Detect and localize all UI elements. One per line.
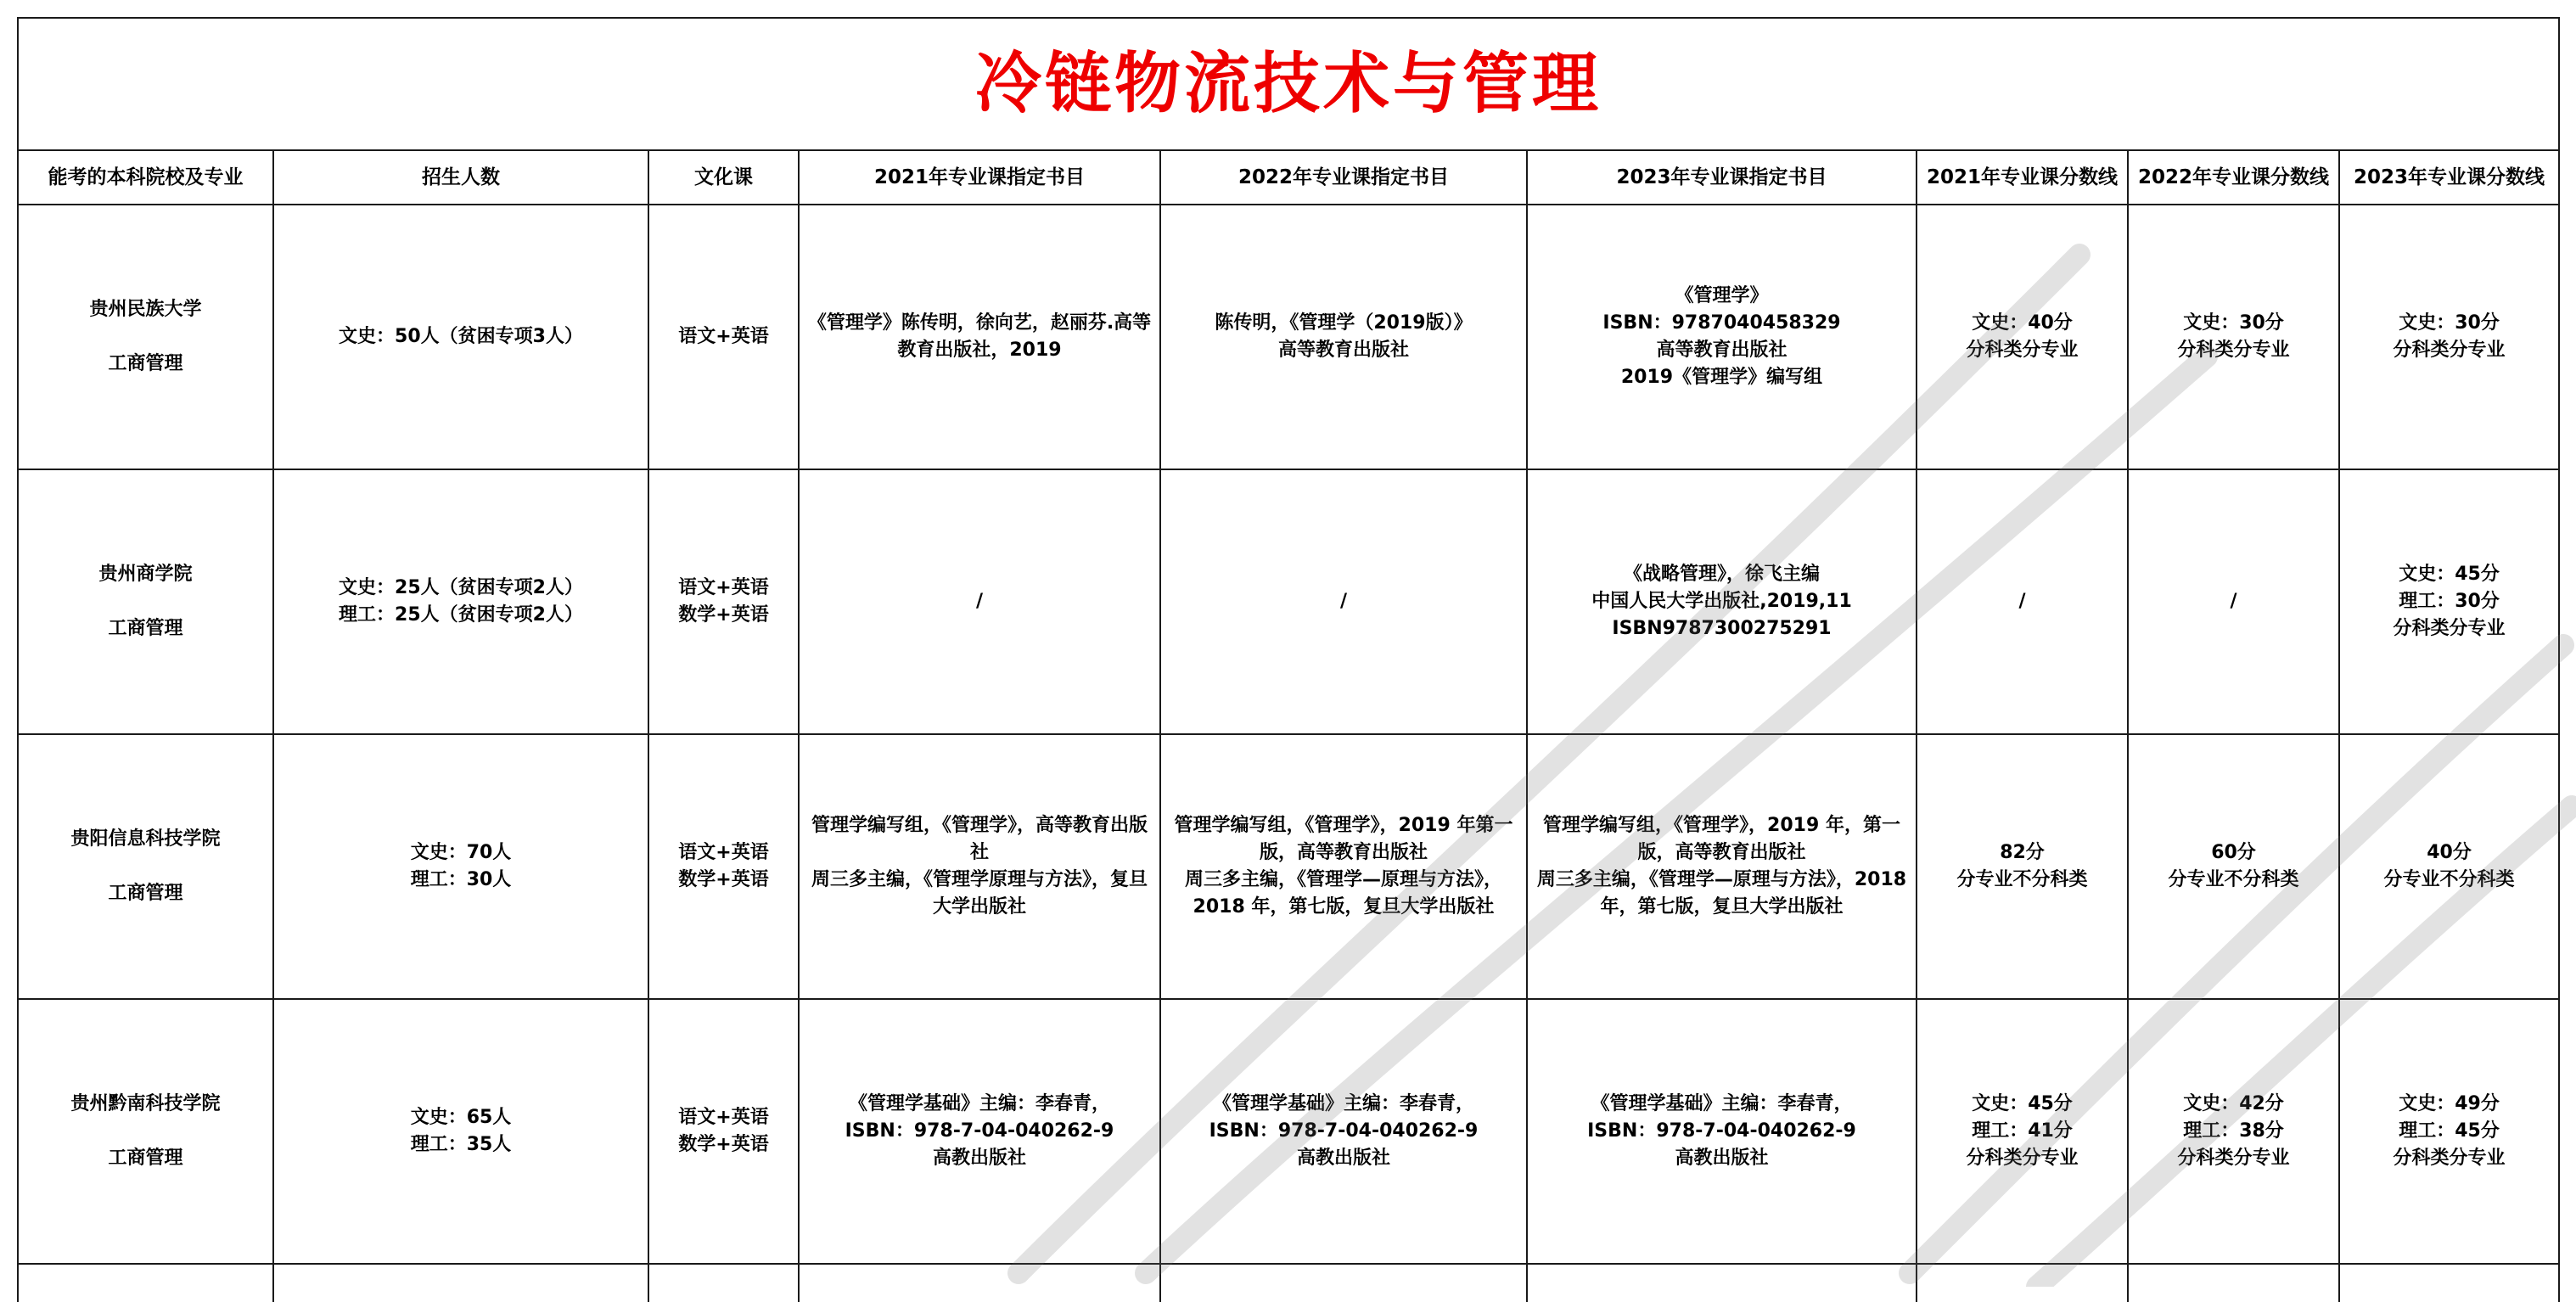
cell-books-2022: 陈传明，《管理学（2019版）》 高等教育出版社 (1160, 205, 1527, 469)
table-row (18, 999, 2559, 1264)
header-cell-school: 能考的本科院校及专业 (18, 150, 273, 205)
header-cell-enroll: 招生人数 (273, 150, 648, 205)
cell-books-2021: 《管理学》陈传明，徐向艺，赵丽芬.高等教育出版社，2019 (799, 205, 1160, 469)
cell-books-2022: / (1160, 469, 1527, 734)
cell-score-2021: / (1917, 469, 2128, 734)
header-cell-score-2021: 2021年专业课分数线 (1917, 150, 2128, 205)
cell-school: 贵州民族大学 工商管理 (18, 205, 273, 469)
cell-culture: 语文+英语 数学+英语 (648, 734, 799, 999)
cell-score-2021: 文史：40分 分科类分专业 (1917, 205, 2128, 469)
cell-score-2023: 文史：30分 分科类分专业 (2339, 205, 2559, 469)
cell-books-2022: 管理学编写组，《管理学》，2019 年第一版，高等教育出版社 周三多主编，《管理学—原理与方法》，2018 年，第七版，复旦大学出版社 (1160, 734, 1527, 999)
cell-enroll: 文史：65人 理工：35人 (273, 999, 648, 1264)
cell-culture: 语文+英语 数学+英语 (648, 999, 799, 1264)
cell-score-2023: 文史：49分 理工：45分 分科类分专业 (2339, 999, 2559, 1264)
cell-school: 贵州黔南科技学院 工商管理 (18, 999, 273, 1264)
header-cell-books-2023: 2023年专业课指定书目 (1527, 150, 1917, 205)
header-cell-culture: 文化课 (648, 150, 799, 205)
cell-books-2021: 《管理学基础》主编：李春青， ISBN：978-7-04-040262-9 高教出版社 (799, 999, 1160, 1264)
table-row (18, 734, 2559, 999)
header-cell-score-2022: 2022年专业课分数线 (2128, 150, 2339, 205)
cell-score-2021: 文史：45分 理工：41分 分科类分专业 (1917, 999, 2128, 1264)
data-table (17, 17, 2560, 1302)
table-row (18, 1264, 2559, 1302)
cell-score-2022: / (2128, 469, 2339, 734)
cell-score-2021: 82分 分专业不分科类 (1917, 734, 2128, 999)
header-cell-books-2022: 2022年专业课指定书目 (1160, 150, 1527, 205)
header-row (18, 150, 2559, 205)
cell-culture: 语文+英语 (648, 205, 799, 469)
table-row (18, 205, 2559, 469)
cell-books-2021: 管理学编写组，《管理学》，高等教育出版社 周三多主编，《管理学原理与方法》，复旦大学出版社 (799, 734, 1160, 999)
cell-score-2022: 文史：42分 理工：38分 分科类分专业 (2128, 999, 2339, 1264)
cell-culture: 语文+英语 数学+英语 (648, 469, 799, 734)
cell-school: 贵州商学院 工商管理 (18, 469, 273, 734)
cell-enroll: 文史：70人 理工：30人 (273, 734, 648, 999)
cell-books-2022: 《管理学基础》主编：李春青， ISBN：978-7-04-040262-9 高教出版社 (1160, 999, 1527, 1264)
header-cell-score-2023: 2023年专业课分数线 (2339, 150, 2559, 205)
cell-books-2023: 《战略管理》，徐飞主编 中国人民大学出版社,2019,11 ISBN9787300275291 (1527, 469, 1917, 734)
table-row (18, 469, 2559, 734)
cell-score-2022: 60分 分专业不分科类 (2128, 734, 2339, 999)
cell-school: 贵阳信息科技学院 工商管理 (18, 734, 273, 999)
cell-enroll: 文史：50人（贫困专项3人） (273, 205, 648, 469)
cell-score-2022: 文史：30分 分科类分专业 (2128, 205, 2339, 469)
header-cell-books-2021: 2021年专业课指定书目 (799, 150, 1160, 205)
cell-books-2021: / (799, 469, 1160, 734)
cell-books-2023: 《管理学基础》主编：李春青， ISBN：978-7-04-040262-9 高教出版社 (1527, 999, 1917, 1264)
cell-books-2023: 管理学编写组，《管理学》，2019 年，第一版，高等教育出版社 周三多主编，《管理学—原理与方法》，2018年，第七版，复旦大学出版社 (1527, 734, 1917, 999)
cell-enroll: 文史：25人（贫困专项2人） 理工：25人（贫困专项2人） (273, 469, 648, 734)
page-title: 冷链物流技术与管理 (18, 18, 2559, 150)
cell-books-2023: 《管理学》 ISBN：9787040458329 高等教育出版社 2019《管理学》编写组 (1527, 205, 1917, 469)
cell-score-2023: 40分 分专业不分科类 (2339, 734, 2559, 999)
cell-score-2023: 文史：45分 理工：30分 分科类分专业 (2339, 469, 2559, 734)
